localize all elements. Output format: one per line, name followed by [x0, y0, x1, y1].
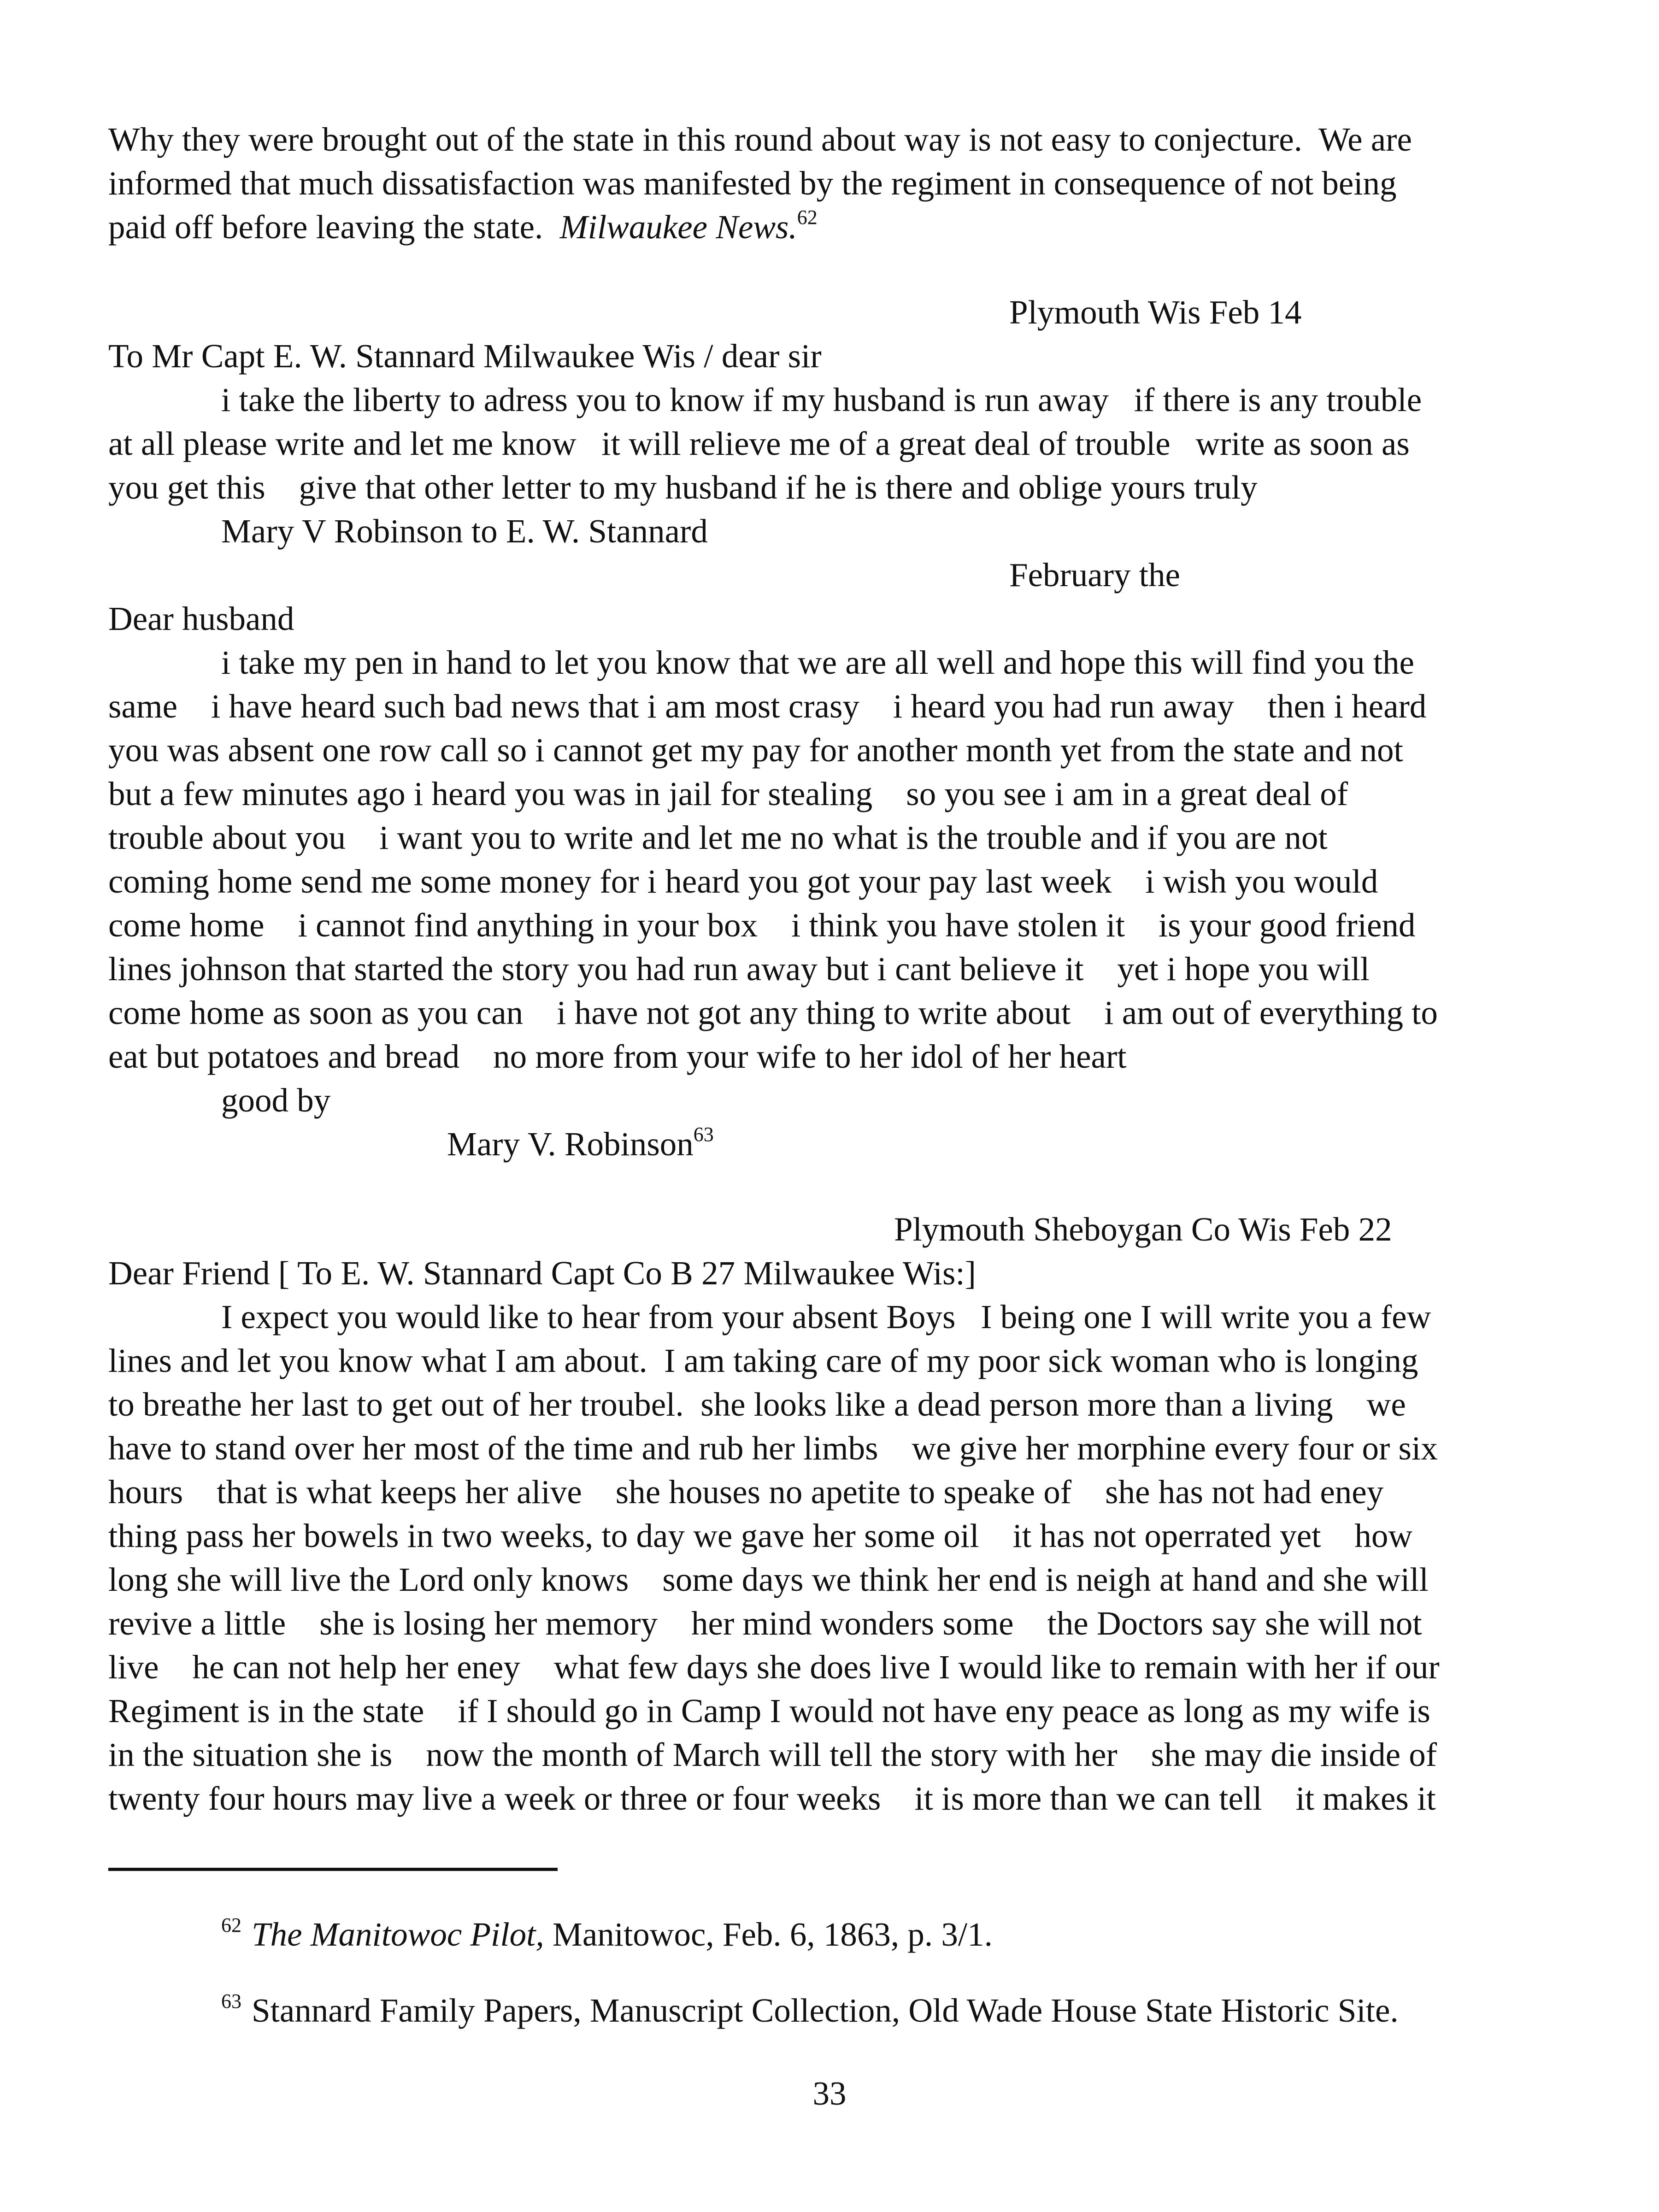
body-line: thing pass her bowels in two weeks, to day we gave her some oil it has not operrated yet how — [108, 1517, 1413, 1554]
body-line: revive a little she is losing her memory her mind wonders some the Doctors say she will not — [108, 1605, 1422, 1642]
footnote-ref: 62 — [797, 206, 818, 229]
body-line: in the situation she is now the month of March will tell the story with her she may die inside of — [108, 1736, 1437, 1773]
body-line: Why they were brought out of the state in this round about way is not easy to conjecture. We are — [108, 121, 1412, 158]
body-line: i take my pen in hand to let you know that we are all well and hope this will find you the — [221, 644, 1414, 681]
body-line: at all please write and let me know it will relieve me of a great deal of trouble write as soon as — [108, 425, 1410, 462]
footnote-number: 63 — [221, 1990, 241, 2012]
signature-name: Mary V. Robinson — [447, 1125, 694, 1163]
body-line: Regiment is in the state if I should go in Camp I would not have eny peace as long as my wife is — [108, 1692, 1430, 1730]
body-line: live he can not help her eney what few days she does live I would like to remain with her if our — [108, 1648, 1440, 1686]
letter-signature — [447, 1122, 714, 1166]
source-citation: Milwaukee News. — [559, 208, 797, 246]
letter-dateline: Plymouth Wis Feb 14 — [1009, 294, 1302, 331]
letter-signature: Mary V Robinson to E. W. Stannard — [221, 512, 708, 550]
footnote-divider — [108, 1868, 558, 1871]
body-line: i take the liberty to adress you to know if my husband is run away if there is any trouble — [221, 381, 1422, 418]
body-line — [108, 205, 818, 249]
footnote — [221, 1988, 1399, 2037]
body-line: lines johnson that started the story you had run away but i cant believe it yet i hope you will — [108, 950, 1370, 988]
letter-closing: good by — [221, 1082, 331, 1119]
body-line: same i have heard such bad news that i am most crasy i heard you had run away then i heard — [108, 688, 1427, 725]
letter-salutation: To Mr Capt E. W. Stannard Milwaukee Wis / dear sir — [108, 337, 822, 375]
body-line: you was absent one row call so i cannot get my pay for another month yet from the state and not — [108, 731, 1403, 769]
letter-dateline: Plymouth Sheboygan Co Wis Feb 22 — [894, 1211, 1392, 1248]
footnote — [221, 1912, 993, 1961]
letter-salutation: Dear husband — [108, 600, 294, 637]
body-line: eat but potatoes and bread no more from your wife to her idol of her heart — [108, 1038, 1127, 1075]
letter-dateline: February the — [1009, 556, 1180, 594]
body-line: twenty four hours may live a week or three or four weeks it is more than we can tell it makes it — [108, 1780, 1436, 1817]
body-line: come home i cannot find anything in your box i think you have stolen it is your good friend — [108, 906, 1416, 944]
body-line: I expect you would like to hear from your absent Boys I being one I will write you a few — [221, 1298, 1431, 1335]
footnote-text: Stannard Family Papers, Manuscript Collection, Old Wade House State Historic Site. — [252, 1992, 1399, 2029]
letter-salutation: Dear Friend [ To E. W. Stannard Capt Co B 27 Milwaukee Wis:] — [108, 1254, 976, 1292]
body-line: coming home send me some money for i heard you got your pay last week i wish you would — [108, 863, 1378, 900]
body-line: hours that is what keeps her alive she houses no apetite to speake of she has not had eney — [108, 1473, 1384, 1511]
body-line: informed that much dissatisfaction was manifested by the regiment in consequence of not being — [108, 165, 1397, 202]
body-line: lines and let you know what I am about. I am taking care of my poor sick woman who is longing — [108, 1342, 1418, 1379]
page-number: 33 — [812, 2075, 847, 2112]
body-line-text: paid off before leaving the state. — [108, 208, 560, 246]
footnote-number: 62 — [221, 1914, 241, 1936]
footnote-ref: 63 — [693, 1123, 714, 1146]
body-line: have to stand over her most of the time and rub her limbs we give her morphine every four or six — [108, 1430, 1438, 1467]
body-line: you get this give that other letter to my husband if he is there and oblige yours truly — [108, 469, 1258, 506]
body-line: but a few minutes ago i heard you was in jail for stealing so you see i am in a great deal of — [108, 775, 1348, 812]
body-line: to breathe her last to get out of her troubel. she looks like a dead person more than a living we — [108, 1386, 1406, 1423]
footnote-text: Manitowoc, Feb. 6, 1863, p. 3/1. — [544, 1916, 993, 1953]
body-line: trouble about you i want you to write and let me no what is the trouble and if you are not — [108, 819, 1328, 856]
body-line: long she will live the Lord only knows some days we think her end is neigh at hand and she will — [108, 1561, 1429, 1598]
body-line: come home as soon as you can i have not got any thing to write about i am out of everything to — [108, 994, 1438, 1031]
footnote-source-title: The Manitowoc Pilot, — [252, 1916, 544, 1953]
